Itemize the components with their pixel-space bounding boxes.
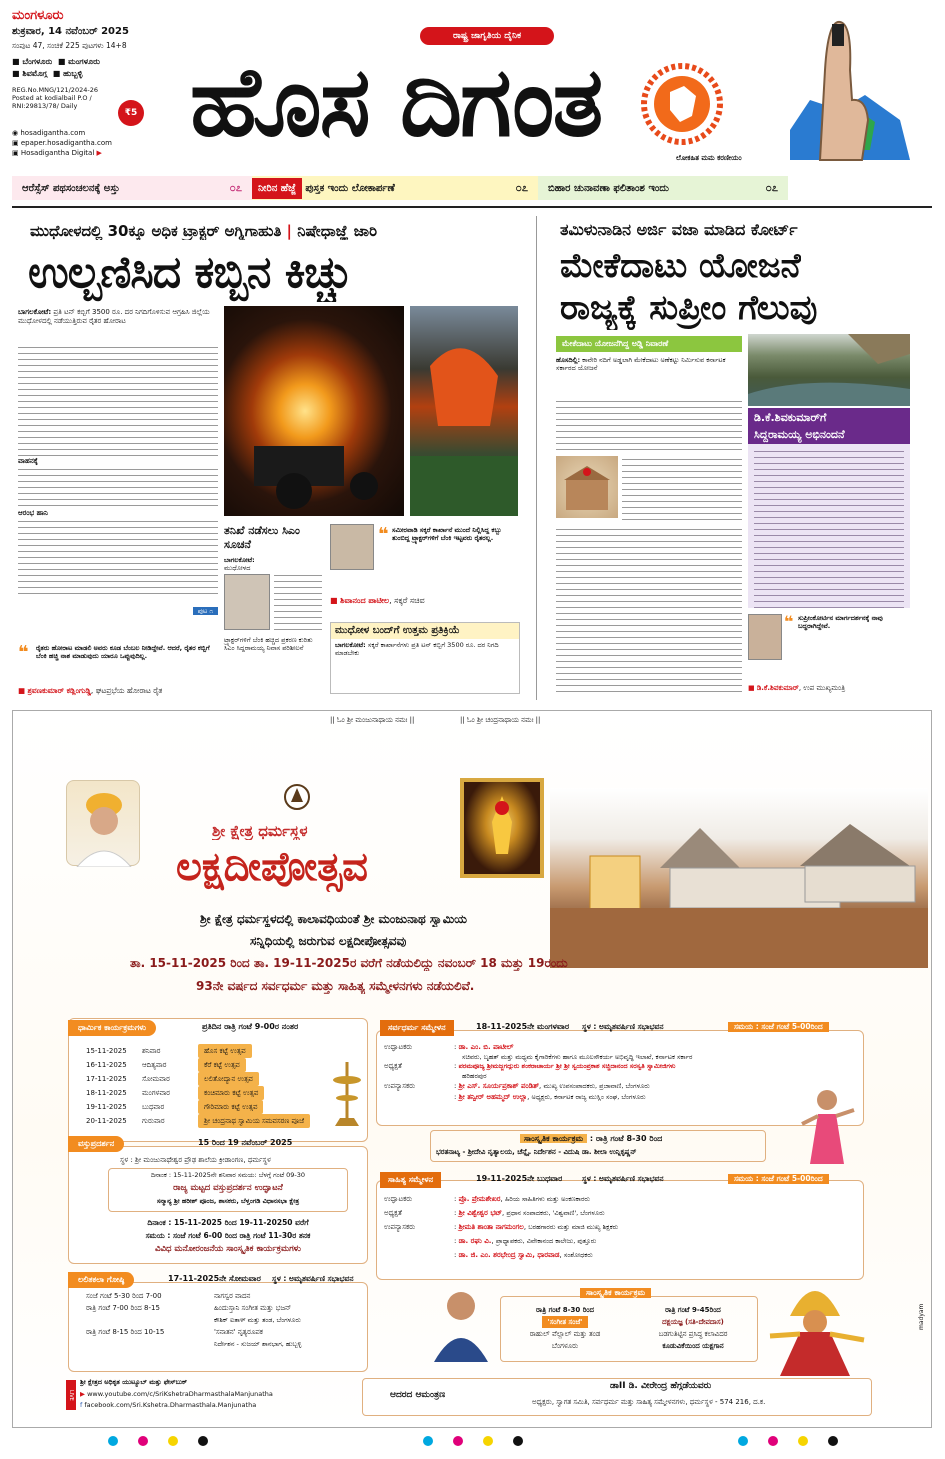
left-headline: ಉಲ್ಬಣಿಸಿದ ಕಬ್ಬಿನ ಕಿಚ್ಚು	[28, 247, 352, 298]
sahitya-venue: ಸ್ಥಳ : ಅಮೃತವರ್ಷಿಣಿ ಸಭಾಭವನ	[582, 1174, 664, 1183]
dks-title-2: ಸಿದ್ದರಾಮಯ್ಯ ಅಭಿನಂದನೆ	[748, 427, 910, 444]
edition-city: ಮಂಗಳೂರು	[12, 8, 64, 23]
teaser-item[interactable]: ಆರೆಸ್ಸೆಸ್ ಪಥಸಂಚಲನಕ್ಕೆ ಅಸ್ತು ೦೭	[12, 176, 252, 200]
column-separator	[536, 216, 537, 700]
masthead-emblem-icon	[640, 62, 724, 146]
right-headline-2: ರಾಜ್ಯಕ್ಕೆ ಸುಪ್ರೀಂ ಗೆಲುವು	[560, 288, 818, 328]
left-kicker: ಮುಧೋಳದಲ್ಲಿ 30ಕ್ಕೂ ಅಧಿಕ ಟ್ರ್ಯಾಕ್ಟರ್ ಅಗ್ನಿಗಾಹುತಿ | ನಿಷೇಧಾಜ್ಞೆ ಜಾರಿ	[30, 222, 377, 240]
lalita-date: 17-11-2025ನೇ ಸೋಮವಾರ	[168, 1274, 261, 1283]
heggade-portrait	[66, 780, 140, 866]
expo-show-box	[108, 1216, 348, 1260]
ad-title: ಲಕ್ಷದೀಪೋತ್ಸವ	[176, 844, 368, 890]
sahitya-head: ಸಾಹಿತ್ಯ ಸಮ್ಮೇಳನ	[380, 1172, 441, 1188]
probe-box	[224, 524, 324, 694]
dancer-photo	[792, 1084, 862, 1164]
minister-byline: ■ ಶಿವಾನಂದ ಪಾಟೀಲ, ಸಕ್ಕರೆ ಸಚಿವ	[330, 596, 425, 605]
digital-link[interactable]: ▣ Hosadigantha Digital ▶	[12, 149, 102, 157]
table-row: ಉದ್ಘಾಟಕರು : ಡಾ. ಎಂ. ಬಿ. ಪಾಟೀಲ್	[384, 1043, 514, 1051]
ad-line-4: 93ನೇ ವರ್ಷದ ಸರ್ವಧರ್ಮ ಮತ್ತು ಸಾಹಿತ್ಯ ಸಮ್ಮೇಳನಗಳು ನಡೆಯಲಿವೆ.	[196, 979, 475, 993]
sahitya-date: 19-11-2025ನೇ ಬುಧವಾರ	[476, 1174, 563, 1183]
expo-l2: ರಾಜ್ಯ ಮಟ್ಟದ ವಸ್ತುಪ್ರದರ್ಶನ ಉದ್ಘಾಟನೆ	[173, 1183, 283, 1193]
fire-photo-2	[410, 306, 518, 516]
bandh-title: ಮುಧೋಳ ಬಂದ್‌ಗೆ ಉತ್ತಮ ಪ್ರತಿಕ್ರಿಯೆ	[331, 623, 519, 639]
ad-invocation-2: || ಓಂ ಶ್ರೀ ಚಂದ್ರನಾಥಾಯ ನಮಃ ||	[460, 716, 541, 724]
sarva-time: ಸಮಯ : ಸಂಜೆ ಗಂಟೆ 5-00ರಿಂದ	[728, 1022, 829, 1032]
right-headline-1: ಮೇಕೆದಾಟು ಯೋಜನೆ	[560, 246, 801, 286]
table-row: ಉಪನ್ಯಾಸಕರು : ಶ್ರೀ ಎಸ್. ಸೂರ್ಯಪ್ರಕಾಶ್ ಪಂಡಿತ್, ಮುಖ್ಯ ಉಪಸಂಪಾದಕರು, ಪ್ರಜಾವಾಣಿ, ಬೆಂಗಳೂರು	[384, 1081, 650, 1090]
table-row: ನಿರ್ದೇಶನ - ಸುಜಯ್ ಶಾನಭಾಗ, ಹುಬ್ಬಳ್ಳಿ	[214, 1340, 302, 1348]
culture-detail: ಭರತನಾಟ್ಯ - ಶ್ರೀದೇವಿ ನೃತ್ಯಾಲಯ, ಚೆನ್ನೈ. ನಿರ್ದೇಶನ - ವಿದುಷಿ ಡಾ. ಶೀಲಾ ಉನ್ನಿಕೃಷ್ಣನ್	[436, 1148, 637, 1156]
youtube-link[interactable]: ▶ www.youtube.com/c/SriKshetraDharmasthalaManjunatha	[80, 1390, 273, 1398]
expo-l5: ಸಮಯ : ಸಂಜೆ ಗಂಟೆ 6-00 ರಿಂದ ರಾತ್ರಿ ಗಂಟೆ 11-30ರ ತನಕ	[145, 1231, 311, 1240]
bandh-body: ಸಕ್ಕರೆ ಕಾರ್ಖಾನೆಗಳು ಪ್ರತಿ ಟನ್ ಕಬ್ಬಿಗೆ 3500 ರೂ. ದರ ನಿಗದಿ ಮಾಡಬೇಕು	[335, 641, 499, 658]
editions-list	[12, 56, 140, 80]
sarva-head: ಸರ್ವಧರ್ಮ ಸಮ್ಮೇಳನ	[380, 1020, 454, 1036]
lalita-venue: ಸ್ಥಳ : ಅಮೃತವರ್ಷಿಣಿ ಸಭಾಭವನ	[272, 1274, 354, 1283]
quote-mark-icon: ❝	[784, 612, 794, 631]
right-lead: ಕಾವೇರಿ ನದಿಗೆ ಅಡ್ಡಲಾಗಿ ಮೇಕೆದಾಟು ಅಣೆಕಟ್ಟು ನಿರ್ಮಿಸುವ ಕರ್ನಾಟಕ ಸರ್ಕಾರದ ಯೋಜನೆ	[556, 356, 726, 373]
probe-dateline: ಬಾಗಲಕೋಟೆ:	[224, 556, 255, 564]
table-row: : ಡಾ. ಜಿ. ಎಂ. ಶರಭೇಂದ್ರ ಸ್ವಾಮಿ, ಧಾರವಾಡ, ಸಂಶೋಧಕರು	[454, 1251, 593, 1259]
minister-quote-box	[330, 524, 520, 616]
edition-item: ■ ಬೆಂಗಳೂರು	[12, 57, 53, 66]
edition-item: ■ ಹುಬ್ಬಳ್ಳಿ	[52, 69, 83, 78]
agency-credit: madyam	[918, 1303, 925, 1330]
live-label: ಶ್ರೀ ಕ್ಷೇತ್ರದ ಅಧಿಕೃತ ಯುಟ್ಯೂಬ್ ಮತ್ತು ಫೇಸ್‌ಬುಕ್	[80, 1378, 188, 1386]
expo-inaug-box	[108, 1168, 348, 1212]
dks-title-1: ಡಿ.ಕೆ.ಶಿವಕುಮಾರ್‌ಗೆ	[748, 408, 910, 427]
facebook-link[interactable]: f facebook.com/Sri.Kshetra.Dharmasthala.Manjunatha	[80, 1401, 257, 1409]
dks-photo	[748, 614, 782, 660]
left-subhead: ಆರಂಭ ಹಾನಿ	[18, 509, 48, 517]
table-row: : ಡಾ. ರಘು ವಿ., ಪ್ರಾಧ್ಯಾಪಕರು, ವಿವೇಕಾನಂದ ಕಾಲೇಜು, ಪುತ್ತೂರು	[454, 1237, 597, 1245]
culture-head: ಸಾಂಸ್ಕೃತಿಕ ಕಾರ್ಯಕ್ರಮ : ರಾತ್ರಿ ಗಂಟೆ 8-30 ರಿಂದ	[520, 1134, 662, 1144]
host-role: ಅಧ್ಯಕ್ಷರು, ಸ್ವಾಗತ ಸಮಿತಿ, ಸರ್ವಧರ್ಮ ಮತ್ತು ಸಾಹಿತ್ಯ ಸಮ್ಮೇಳನಗಳು, ಧರ್ಮಸ್ಥಳ - 574 216, ದ.ಕ.	[532, 1398, 766, 1406]
dks-box	[748, 408, 910, 608]
minister-photo	[330, 524, 374, 570]
right-kicker: ತಮಿಳುನಾಡಿನ ಅರ್ಜಿ ವಜಾ ಮಾಡಿದ ಕೋರ್ಟ್	[560, 220, 798, 239]
river-photo	[748, 334, 910, 406]
table-row: ಸಂಜೆ ಗಂಟೆ 5-30 ರಿಂದ 7-00 ನಾಗಸ್ವರ ವಾದನ	[86, 1292, 251, 1300]
invite-label: ಆದರದ ಆಮಂತ್ರಣ	[390, 1390, 446, 1400]
left-lead: ಪ್ರತಿ ಟನ್ ಕಬ್ಬಿಗೆ 3500 ರೂ. ದರ ನಿಗದಿಗೊಳಿಸುವ ಆಗ್ರಹಿಸಿ ಜಿಲ್ಲೆಯ ಮುಧೋಳದಲ್ಲಿ ನಡೆಯುತ್ತಿರುವ ರೈತರ ಹೋರಾಟ	[18, 308, 210, 325]
farmer-quote-box	[18, 642, 218, 700]
quote-mark-icon: ❝	[18, 642, 29, 663]
dks-byline: ■ ಡಿ.ಕೆ.ಶಿವಕುಮಾರ್, ಉಪ ಮುಖ್ಯಮಂತ್ರಿ	[748, 684, 846, 692]
facebook-icon: f	[80, 1401, 83, 1409]
culture2-head: ಸಾಂಸ್ಕೃತಿಕ ಕಾರ್ಯಕ್ರಮ	[580, 1288, 651, 1298]
probe-title: ತನಿಖೆ ನಡೆಸಲು ಸಿಎಂ ಸೂಚನೆ	[224, 524, 300, 551]
edition-item: ■ ಶಿವಮೊಗ್ಗ	[12, 69, 48, 78]
expo-l4: ದಿನಾಂಕ : 15-11-2025 ರಿಂದ 19-11-20250 ವರೆಗೆ	[147, 1218, 309, 1227]
table-row: 16-11-2025 ಆದಿತ್ಯವಾರ ಕೆರೆ ಕಟ್ಟೆ ಉತ್ಸವ	[86, 1058, 366, 1072]
continued-tag[interactable]: ಪುಟ ೧	[193, 607, 218, 615]
left-dateline: ಬಾಗಲಕೋಟೆ:	[18, 308, 52, 316]
table-row: ರಾತ್ರಿ ಗಂಟೆ 7-00 ರಿಂದ 8-15 ಹಿಂದುಸ್ತಾನಿ ಸಂಗೀತ ಮತ್ತು ಭಜನ್	[86, 1304, 292, 1312]
lamp-icon	[330, 1060, 364, 1130]
religious-head: ಧಾರ್ಮಿಕ ಕಾರ್ಯಕ್ರಮಗಳು	[68, 1020, 156, 1036]
singer-photo	[426, 1284, 496, 1362]
religious-time: ಪ್ರತಿದಿನ ರಾತ್ರಿ ಗಂಟೆ 9-00ರ ನಂತರ	[202, 1022, 299, 1031]
expo-l6: ವಿವಿಧ ಮನೋರಂಜನೆಯ ಸಾಂಸ್ಕೃತಿಕ ಕಾರ್ಯಕ್ರಮಗಳು	[154, 1244, 301, 1254]
culture2-b: ರಾತ್ರಿ ಗಂಟೆ 9-45ರಿಂದ ದಕ್ಷಯಜ್ಞ (ಸತಿ-ದೇವದಾಸ) ಬಡಗುತಿಟ್ಟಿನ ಪ್ರಸಿದ್ಧ ಕಲಾವಿದರ ಕೂಡುವಿಕೆಯಿಂದ ಯಕ್ಷಗಾನ	[658, 1306, 728, 1350]
left-subhead: ವಾಹನಕ್ಕೆ	[18, 457, 38, 465]
table-row: ಅಧ್ಯಕ್ಷತೆ : ಪರಮಪೂಜ್ಯ ಶ್ರೀಮಜ್ಜಗದ್ಗುರು ಶಂಕರಾಚಾರ್ಯ ಶ್ರೀ ಶ್ರೀ ಸ್ವಯಂಪ್ರಕಾಶ ಸಚ್ಚಿದಾನಂದ ಸರಸ್ವತಿ ಸ್ವಾಮೀಜಿಗಳು	[384, 1062, 676, 1071]
table-row: : ಶ್ರೀ ತನ್ವೀರ್ ಅಹಮ್ಮದ್ ಉಲ್ಲಾ, ಅಧ್ಯಕ್ಷರು, ಕರ್ನಾಟಕ ರಾಜ್ಯ ಮುಸ್ಲಿಂ ಸಂಘ, ಬೆಂಗಳೂರು	[454, 1092, 646, 1101]
teaser-item[interactable]: ಬಿಹಾರ ಚುನಾವಣಾ ಫಲಿತಾಂಶ ಇಂದು ೦೭	[538, 176, 788, 200]
host-name: ಡಾII ಡಿ. ವೀರೇಂದ್ರ ಹೆಗ್ಗಡೆಯವರು	[610, 1381, 712, 1391]
masthead-motto: ಲೋಕಹಿತ ಮಮ ಕರಣೀಯಂ	[676, 154, 742, 162]
table-row: 18-11-2025 ಮಂಗಳವಾರ ಕಂಚಿಮಾರು ಕಟ್ಟೆ ಉತ್ಸವ	[86, 1086, 366, 1100]
table-row: ಅಧ್ಯಕ್ಷತೆ : ಶ್ರೀ ವಿಶ್ವೇಶ್ವರ ಭಟ್, ಪ್ರಧಾನ ಸಂಪಾದಕರು, 'ವಿಶ್ವವಾಣಿ', ಬೆಂಗಳೂರು	[384, 1209, 605, 1217]
voting-finger-icon	[770, 10, 920, 170]
expo-dates: 15 ರಿಂದ 19 ನವೆಂಬರ್ 2025	[198, 1138, 293, 1147]
ad-line-2: ಸನ್ನಿಧಿಯಲ್ಲಿ ಜರುಗುವ ಲಕ್ಷದೀಪೋತ್ಸವವು	[250, 934, 407, 948]
ad-kicker: ಶ್ರೀ ಕ್ಷೇತ್ರ ಧರ್ಮಸ್ಥಳ	[212, 822, 308, 840]
sarva-date: 18-11-2025ನೇ ಮಂಗಳವಾರ	[476, 1022, 570, 1031]
expo-l1: ದಿನಾಂಕ : 15-11-2025ನೇ ಶನಿವಾರ ಸಮಯ: ಬೆಳಗ್ಗೆ ಗಂಟೆ 09-30	[150, 1171, 306, 1179]
masthead-title: ಹೊಸ ದಿಗಂತ	[190, 52, 602, 152]
yakshagana-photo	[760, 1276, 870, 1376]
sarva-roles: ಉದ್ಘಾಟಕರು : ಡಾ. ಎಂ. ಬಿ. ಪಾಟೀಲ್ ಸಚಿವರು, ಬೃಹತ್ ಮತ್ತು ಮಧ್ಯಮ ಕೈಗಾರಿಕೆಗಳು ಹಾಗೂ ಮೂಲಸೌಕರ್ಯ ಅಭಿವೃದ್ಧಿ ಇಲಾಖೆ, ಕರ್ನಾಟಕ ಸರ್ಕಾರ ಅಧ್ಯಕ್ಷತೆ : ಪರಮಪೂಜ್ಯ ಶ್ರೀಮಜ್ಜಗದ್ಗುರು ಶಂಕರಾಚಾರ್ಯ ಶ್ರೀ ಶ್ರೀ ಸ್ವಯಂಪ್ರಕಾಶ ಸಚ್ಚಿದಾನಂದ ಸರಸ್ವತಿ ಸ್ವಾಮೀಜಿಗಳು ಹರಿಹರಪುರ ಉಪನ್ಯಾಸಕರು : ಶ್ರೀ ಎಸ್. ಸೂರ್ಯಪ್ರಕಾಶ್ ಪಂಡಿತ್, ಮುಖ್ಯ ಉಪಸಂಪಾದಕರು, ಪ್ರಜಾವಾಣಿ, ಬೆಂಗಳೂರು : ಶ್ರೀ ತನ್ವೀರ್ ಅಹಮ್ಮದ್ ಉಲ್ಲಾ, ಅಧ್ಯಕ್ಷರು, ಕರ್ನಾಟಕ ರಾಜ್ಯ ಮುಸ್ಲಿಂ ಸಂಘ, ಬೆಂಗಳೂರು	[384, 1042, 860, 1103]
bandh-box	[330, 622, 520, 694]
supreme-court-photo	[556, 456, 618, 518]
table-row: 19-11-2025 ಬುಧವಾರ ಗೌರಿಮಾರು ಕಟ್ಟೆ ಉತ್ಸವ	[86, 1100, 366, 1114]
right-subtag: ಮೇಕೆದಾಟು ಯೋಜನೆಗಿದ್ದ ಅಡ್ಡಿ ನಿವಾರಣೆ	[556, 336, 742, 352]
sahitya-time: ಸಮಯ : ಸಂಜೆ ಗಂಟೆ 5-00ರಿಂದ	[728, 1174, 829, 1184]
youtube-icon: ▶	[80, 1390, 85, 1398]
teaser-item[interactable]: ನೀರಿನ ಹೆಜ್ಜೆ ಪುಸ್ತಕ ಇಂದು ಲೋಕಾರ್ಪಣೆ ೦೭	[252, 176, 538, 200]
table-row: ರಾತ್ರಿ ಗಂಟೆ 8-15 ರಿಂದ 10-15 'ಸನಾತನ' ನೃತ್ಯರೂಪಕ	[86, 1328, 263, 1336]
ad-invocation-1: || ಓಂ ಶ್ರೀ ಮಂಜುನಾಥಾಯ ನಮಃ ||	[330, 716, 415, 724]
issue-volume: ಸಂಪುಟ 47, ಸಂಚಿಕೆ 225 ಪುಟಗಳು 14+8	[12, 41, 127, 50]
lalita-head: ಲಲಿತಕಲಾ ಗೋಷ್ಠಿ	[68, 1272, 134, 1288]
culture2-a: ರಾತ್ರಿ ಗಂಟೆ 8-30 ರಿಂದ 'ಸಂಗೀತ ಸಂಜೆ' ರಾಹುಲ್ ವೆಲ್ಲಾಲ್ ಮತ್ತು ತಂಡ ಬೆಂಗಳೂರು	[529, 1306, 601, 1350]
minister-quote: ಸಮೀರವಾಡಿ ಸಕ್ಕರೆ ಕಾರ್ಖಾನೆ ಮುಂದೆ ನಿಲ್ಲಿಸಿದ್ದ ಕಬ್ಬು ತುಂಬಿದ್ದ ಟ್ರ್ಯಾಕ್ಟರ್‌ಗಳಿಗೆ ಬೆಂಕಿ ಇಟ್ಟವರು ರೈತರಲ್ಲ.	[392, 526, 502, 543]
bandh-dateline: ಬಾಗಲಕೋಟೆ:	[335, 641, 366, 649]
price-badge: ₹5	[118, 100, 144, 126]
fire-photo-1	[224, 306, 404, 516]
ad-line-1: ಶ್ರೀ ಕ್ಷೇತ್ರ ಧರ್ಮಸ್ಥಳದಲ್ಲಿ ಕಾಲಾವಧಿಯಂತೆ ಶ್ರೀ ಮಂಜುನಾಥ ಸ್ವಾಮಿಯ	[200, 912, 468, 926]
religious-table	[86, 1044, 366, 1128]
tagline-banner: ರಾಷ್ಟ್ರ ಜಾಗೃತಿಯ ದೈನಿಕ	[420, 27, 554, 45]
left-body-col	[18, 308, 218, 638]
cm-photo	[224, 574, 270, 630]
live-tag: LIVE	[66, 1380, 76, 1410]
epaper-link[interactable]: ▣ epaper.hosadigantha.com	[12, 139, 112, 147]
right-body-col-1	[556, 356, 742, 696]
right-dateline: ಹೊಸದಿಲ್ಲಿ:	[556, 356, 581, 364]
issue-date: ಶುಕ್ರವಾರ, 14 ನವೆಂಬರ್ 2025	[12, 26, 129, 37]
registration-line: REG.No.MNG/121/2024-26 Posted at kodialbail P.O / RNI:29813/78/ Daily	[12, 86, 98, 110]
website-link[interactable]: ◉ hosadigantha.com	[12, 129, 86, 137]
dks-quote: ಸುಪ್ರೀಂಕೋರ್ಟಿನ ಮಾರ್ಗದರ್ಶನಕ್ಕೆ ನಾವು ಬದ್ಧರಾಗಿದ್ದೇವೆ.	[798, 614, 883, 631]
expo-l3: ಸನ್ಮಾನ್ಯ ಶ್ರೀ ಹರೀಶ್ ಪೂಂಜ, ಶಾಸಕರು, ಬೆಳ್ತಂಗಡಿ ವಿಧಾನಸಭಾ ಕ್ಷೇತ್ರ	[156, 1197, 300, 1205]
farmer-byline: ■ ಶ್ರವಣಕುಮಾರ್ ಕಡ್ಲಿಂಗುಡ್ಡಿ, ಘಟಪ್ರಭೆಯ ಹೋರಾಟ ರೈತ	[18, 686, 163, 695]
expo-venue: ಸ್ಥಳ : ಶ್ರೀ ಮಂಜುನಾಥೇಶ್ವರ ಪ್ರೌಢ ಶಾಲೆಯ ಕ್ರೀಡಾಂಗಣ, ಧರ್ಮಸ್ಥಳ	[120, 1156, 271, 1164]
temple-crowd-photo	[550, 788, 928, 968]
teaser-bar	[12, 176, 912, 200]
ad-line-3: ತಾ. 15-11-2025 ರಿಂದ ತಾ. 19-11-2025ರ ವರೆಗೆ ನಡೆಯಲಿದ್ದು ನವಂಬರ್ 18 ಮತ್ತು 19ರಂದು	[130, 956, 568, 970]
youtube-icon: ▶	[96, 149, 102, 157]
probe-body: ಮುಧೋಳದ	[224, 564, 251, 573]
print-registration-marks	[0, 1432, 945, 1448]
farmer-quote: ರೈತರು ಹೋರಾಟ ಮಾಡಲಿ ಅವರು ಕೂಡ ಬೆಂಬಲ ನೀಡಿದ್ದೇವೆ. ಆದರೆ, ರೈತರ ಕಬ್ಬಿಗೆ ಬೆಂಕಿ ಹಚ್ಚಿ ನಾಶ ಮಾಡುವುದು ಯಾರೂ ಒಪ್ಪುವುದಿಲ್ಲ.	[36, 644, 210, 661]
emblem-icon	[282, 782, 312, 812]
expo-head: ವಸ್ತುಪ್ರದರ್ಶನ	[68, 1136, 124, 1152]
table-row: 17-11-2025 ಸೋಮವಾರ ಲಲಿತೋದ್ಯಾನ ಉತ್ಸವ	[86, 1072, 366, 1086]
table-row: ಕೌಶಿಕ್ ಐತಾಳ್ ಮತ್ತು ತಂಡ, ಬೆಂಗಳೂರು	[214, 1316, 301, 1324]
lalita-table	[86, 1290, 366, 1350]
probe-caption: ಟ್ರ್ಯಾಕ್ಟರ್‌ಗಳಿಗೆ ಬೆಂಕಿ ಹಚ್ಚಿದ ಪ್ರಕರಣ ಕುರಿತು ಸಿಎಂ ಸಿದ್ದರಾಮಯ್ಯ ನಿವಾಸ ಪರಿಶೀಲನೆ	[224, 636, 313, 653]
table-row: ಉದ್ಘಾಟಕರು : ಪ್ರೊ. ಪ್ರೇಮಶೇಖರ, ಹಿರಿಯ ಸಾಹಿತಿಗಳು ಮತ್ತು ಅಂಕಣಕಾರರು	[384, 1195, 590, 1203]
table-row: 15-11-2025 ಶನಿವಾರ ಹೊಸ ಕಟ್ಟೆ ಉತ್ಸವ	[86, 1044, 366, 1058]
edition-item: ■ ಮಂಗಳೂರು	[57, 57, 100, 66]
sahitya-roles	[384, 1192, 860, 1262]
table-row: ಉಪನ್ಯಾಸಕರು : ಶ್ರೀಮತಿ ಶಾಂತಾ ನಾಗಮಂಗಲ, ಬರಹಗಾರರು ಮತ್ತು ಮಾಜಿ ಮುಖ್ಯ ಶಿಕ್ಷಕರು	[384, 1223, 619, 1231]
table-row: 20-11-2025 ಗುರುವಾರ ಶ್ರೀ ಚಂದ್ರನಾಥ ಸ್ವಾಮಿಯ ಸಮವಸರಣ ಪೂಜೆ	[86, 1114, 366, 1128]
quote-mark-icon: ❝	[378, 524, 389, 545]
dks-quote-box	[748, 614, 910, 700]
masthead-rule	[12, 206, 932, 208]
deity-photo	[460, 778, 544, 878]
sarva-venue: ಸ್ಥಳ : ಅಮೃತವರ್ಷಿಣಿ ಸಭಾಭವನ	[582, 1022, 664, 1031]
